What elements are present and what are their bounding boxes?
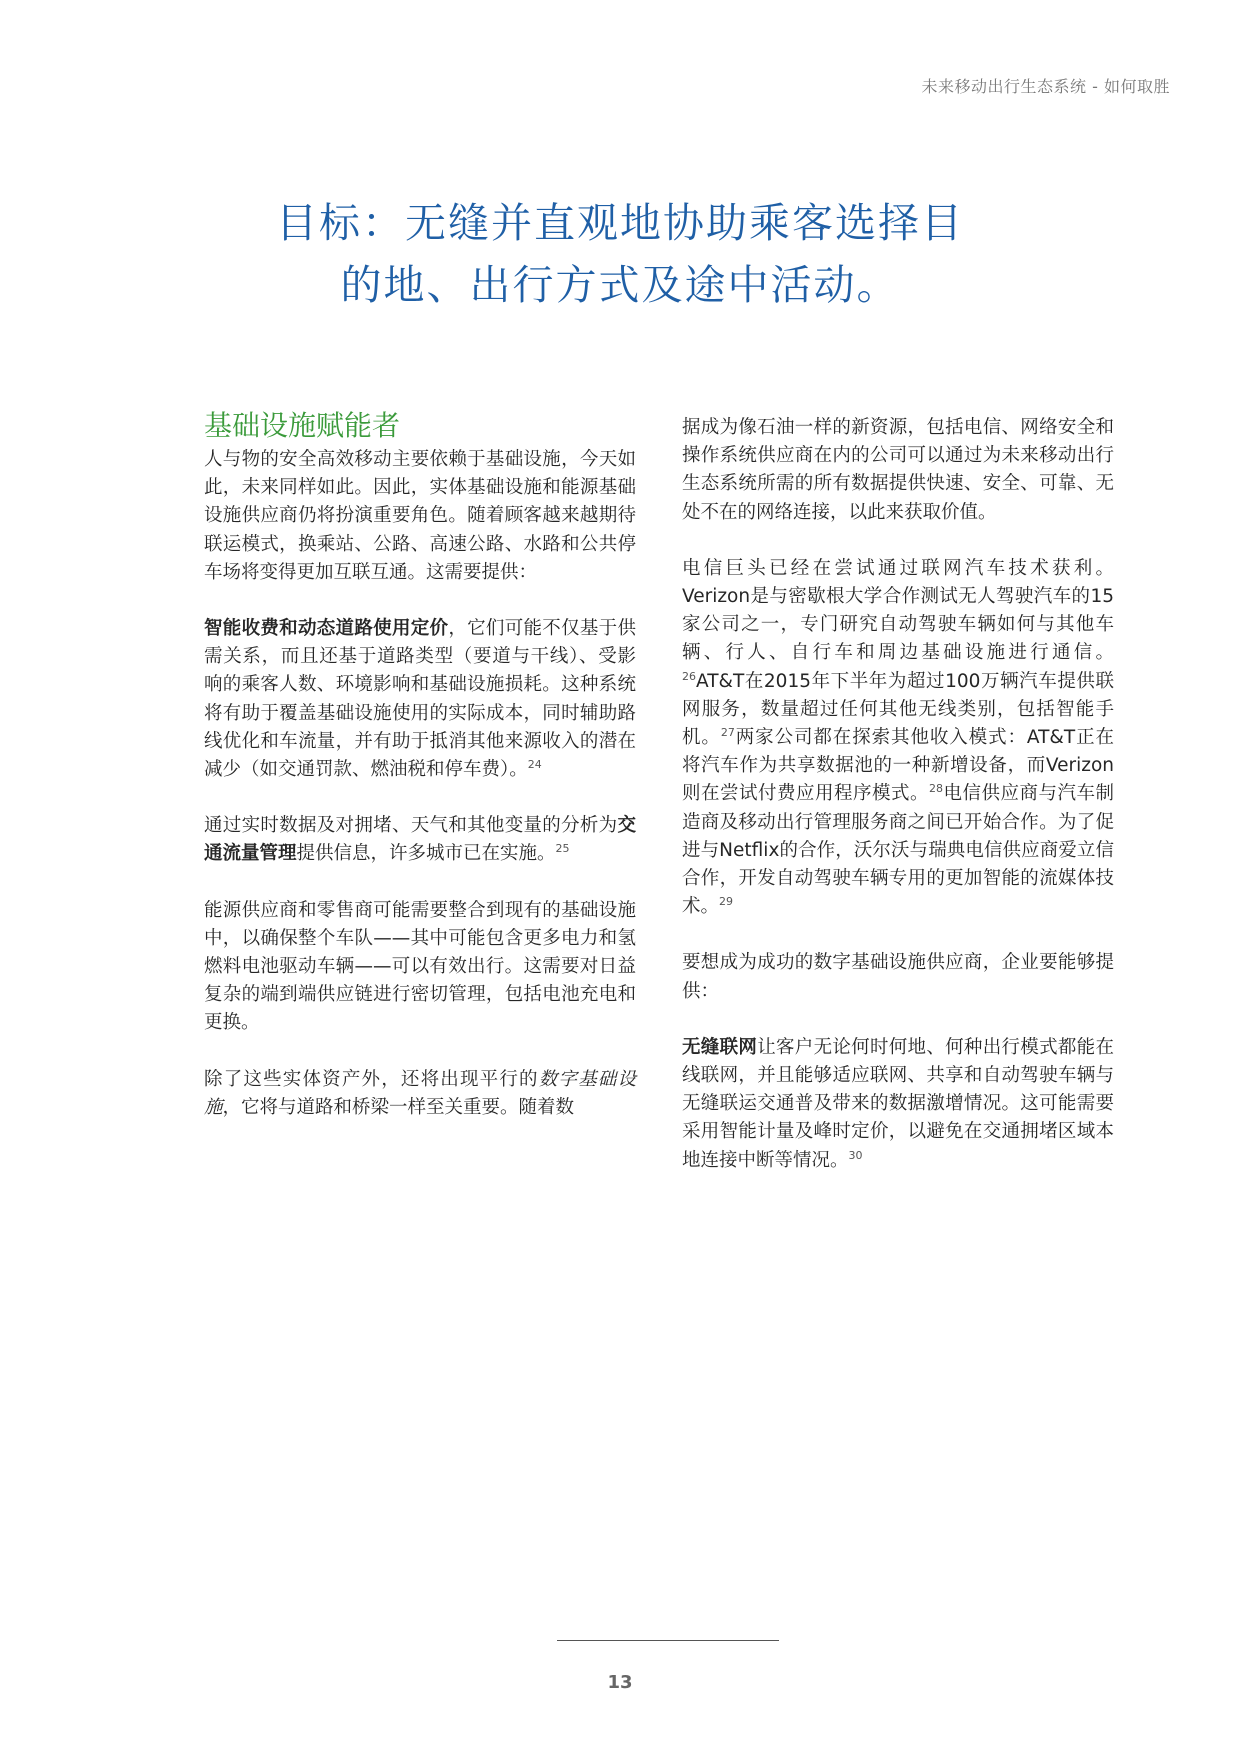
- paragraph-traffic-management: 通过实时数据及对拥堵、天气和其他变量的分析为交通流量管理提供信息，许多城市已在实施。$^{25}$: [204, 815, 636, 865]
- right-column: [682, 414, 1114, 1203]
- footnote-ref: 26: [682, 669, 696, 683]
- footnote-ref: 29: [719, 895, 734, 909]
- footnote-ref: 30: [848, 1148, 863, 1162]
- paragraph-data-resource: 据成为像石油一样的新资源，包括电信、网络安全和操作系统供应商在内的公司可以通过为未来移动出行生态系统所需的所有数据提供快速、安全、可靠、无处不在的网络连接，以此来获取价值。: [682, 417, 1114, 523]
- left-column: [204, 409, 636, 1150]
- bold-term: 智能收费和动态道路使用定价: [204, 618, 449, 640]
- bold-term: 无缝联网: [682, 1036, 758, 1058]
- section-heading: 基础设施赋能者: [204, 409, 401, 442]
- page-title: [0, 192, 1240, 316]
- paragraph-intro: 人与物的安全高效移动主要依赖于基础设施，今天如此，未来同样如此。因此，实体基础设施和能源基础设施供应商仍将扮演重要角色。随着顾客越来越期待联运模式，换乘站、公路、高速公路、水路和公共停车场将变得更加互联互通。这需要提供：: [204, 449, 636, 583]
- italic-term: 数字基础设施: [204, 1068, 636, 1118]
- footer-divider: [557, 1640, 779, 1641]
- footnote-ref: 24: [527, 757, 542, 771]
- footnote-ref: 25: [555, 842, 570, 856]
- footnote-ref: 27: [720, 725, 735, 739]
- footnote-ref: 28: [928, 782, 943, 796]
- paragraph-energy: 能源供应商和零售商可能需要整合到现有的基础设施中，以确保整个车队——其中可能包含更多电力和氢燃料电池驱动车辆——可以有效出行。这需要对日益复杂的端到端供应链进行密切管理，包括电池充电和更换。: [204, 899, 636, 1034]
- paragraph-digital-infrastructure: 除了这些实体资产外，还将出现平行的数字基础设施，它将与道路和桥梁一样至关重要。随着数: [204, 1068, 636, 1118]
- paragraph-smart-tolling: 智能收费和动态道路使用定价，它们可能不仅基于供需关系，而且还基于道路类型（要道与干线）、受影响的乘客人数、环境影响和基础设施损耗。这种系统将有助于覆盖基础设施使用的实际成本，同时辅助路线优化和车流量，并有助于抵消其他来源收入的潜在减少（如交通罚款、燃油税和停车费）。$^{24}$: [204, 618, 636, 781]
- paragraph-seamless-connectivity: 无缝联网让客户无论何时何地、何种出行模式都能在线联网，并且能够适应联网、共享和自动驾驶车辆与无缝联运交通普及带来的数据激增情况。这可能需要采用智能计量及峰时定价，以避免在交通拥堵区域本地连接中断等情况。$^{30}$: [682, 1036, 1114, 1171]
- page-number: 13: [607, 1672, 633, 1693]
- document-header-title: 未来移动出行生态系统 - 如何取胜: [921, 77, 1170, 96]
- page-title-line-2: 的地、出行方式及途中活动。: [340, 261, 900, 309]
- paragraph-telecom: 电信巨头已经在尝试通过联网汽车技术获利。Verizon是与密歇根大学合作测试无人驾驶汽车的15家公司之一，专门研究自动驾驶车辆如何与其他车辆、行人、自行车和周边基础设施进行通信。$^{26}$AT&T在2015年下半年为超过100万辆汽车提供联网服务，数量超过任何其他无线类别，包括智能手机。$^{27}$两家公司都在探索其他收入模式：AT&T正在将汽车作为共享数据池的一种新增设备，而Verizon则在尝试付费应用程序模式。$^{28}$电信供应商与汽车制造商及移动出行管理服务商之间已开始合作。为了促进与Netflix的合作，沃尔沃与瑞典电信供应商爱立信合作，开发自动驾驶车辆专用的更加智能的流媒体技术。$^{29}$: [682, 557, 1114, 918]
- bold-term: 交通流量管理: [204, 815, 636, 865]
- page-title-line-1: 目标：无缝并直观地协助乘客选择目: [276, 199, 964, 247]
- paragraph-digital-provider: 要想成为成功的数字基础设施供应商，企业要能够提供：: [682, 952, 1114, 1002]
